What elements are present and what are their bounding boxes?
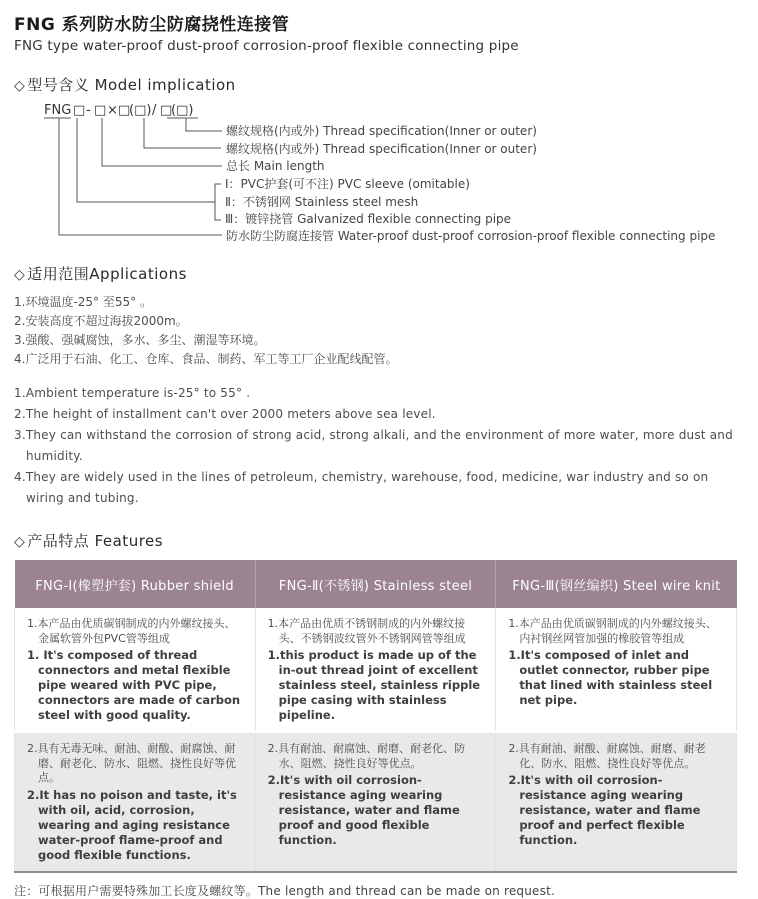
applications-heading-en: Applications	[89, 265, 187, 283]
section-heading-features	[14, 530, 737, 551]
cell-text-en: 1. It's composed of thread connectors and metal flexible pipe weared with PVC pipe, connectors are made of carbon steel with good quality.	[27, 648, 241, 722]
table-row	[15, 732, 737, 872]
diagram-label-galvanized: Ⅲ：镀锌挠管 Galvanized flexible connecting pipe	[225, 212, 512, 226]
cell-text-cn: 1.本产品由优质不锈钢制成的内外螺纹接头、不锈钢波纹管外不锈钢网管等组成	[267, 617, 466, 645]
list-item: 3.They can withstand the corrosion of strong acid, strong alkali, and the environment of more water, more dust and humidity.	[14, 428, 733, 463]
features-table-header-row	[15, 560, 737, 608]
diamond-icon: ◇	[14, 78, 26, 94]
table-cell	[496, 608, 737, 732]
sleeve-group-bracket	[215, 184, 221, 220]
cell-text-en: 2.It has no poison and taste, it's with oil, acid, corrosion, wearing and aging resistance water-proof flame-proof and good flexible functions.	[27, 787, 237, 862]
diagram-label-main-length: 总长 Main length	[226, 159, 325, 173]
connector-pipe-name	[59, 118, 222, 235]
cell-text-cn: 1.本产品由优质碳钢制成的内外螺纹接头、内衬钢丝网管加强的橡胶管等组成	[508, 617, 717, 645]
model-implication-diagram	[14, 99, 758, 246]
footer-note	[14, 882, 737, 899]
model-formula: FNG □- □×□(□)/ □(□)	[44, 103, 194, 118]
section-heading-applications	[14, 263, 737, 284]
cell-text-en: 2.It's with oil corrosion-resistance aging wearing resistance, water and flame proof and perfect flexible function.	[508, 773, 701, 847]
column-header-stainless-steel: FNG-Ⅱ(不锈钢) Stainless steel	[255, 560, 496, 608]
list-item: 4.广泛用于石油、化工、仓库、食品、制药、军工等工厂企业配线配管。	[14, 352, 398, 366]
connector-thread-spec-1	[186, 118, 222, 131]
column-header-rubber-shield: FNG-Ⅰ(橡塑护套) Rubber shield	[15, 560, 256, 608]
applications-list-cn	[14, 293, 737, 369]
table-cell	[15, 732, 256, 872]
diagram-label-pipe-name: 防水防尘防腐连接管 Water-proof dust-proof corrosion-proof flexible connecting pipe	[226, 229, 716, 243]
connector-main-length	[102, 118, 222, 166]
page-subtitle: FNG type water-proof dust-proof corrosion-proof flexible connecting pipe	[14, 38, 519, 54]
model-heading-cn: 型号含义	[27, 76, 90, 94]
table-cell	[255, 732, 496, 872]
cell-text-cn: 2.具有无毒无味、耐油、耐酸、耐腐蚀、耐磨、耐老化、防水、阻燃、挠性良好等优点。	[27, 742, 236, 784]
diagram-label-thread-spec-1: 螺纹规格(内或外) Thread specification(Inner or outer)	[226, 124, 537, 138]
footer-note-cn: 注：可根据用户需要特殊加工长度及螺纹等。	[14, 883, 259, 898]
page-title: FNG 系列防水防尘防腐挠性连接管	[14, 15, 290, 35]
list-item: 2.The height of installment can't over 2000 meters above sea level.	[14, 407, 436, 421]
section-heading-model	[14, 74, 737, 95]
list-item: 1.Ambient temperature is-25° to 55° .	[14, 386, 251, 400]
footer-note-en: The length and thread can be made on request.	[258, 883, 555, 898]
diagram-label-pvc-sleeve: Ⅰ：PVC护套(可不注) PVC sleeve (omitable)	[225, 177, 470, 191]
features-heading-cn: 产品特点	[27, 532, 90, 550]
connector-thread-spec-2	[144, 118, 221, 148]
applications-heading-cn: 适用范围	[27, 265, 90, 283]
list-item: 1.环境温度-25° 至55° 。	[14, 295, 152, 309]
column-header-steel-wire-knit: FNG-Ⅲ(钢丝编织) Steel wire knit	[496, 560, 737, 608]
features-table	[14, 560, 737, 873]
cell-text-en: 1.It's composed of inlet and outlet connector, rubber pipe that lined with stainless steel net pipe.	[508, 648, 713, 707]
diagram-label-steel-mesh: Ⅱ：不锈钢网 Stainless steel mesh	[225, 195, 419, 209]
cell-text-en: 1.this product is made up of the in-out thread joint of excellent stainless steel, stainless ripple pipe casing with stainless pipeline.	[267, 648, 481, 722]
cell-text-cn: 2.具有耐油、耐腐蚀、耐磨、耐老化、防水、阻燃、挠性良好等优点。	[267, 742, 466, 770]
model-heading-en: Model implication	[94, 76, 236, 94]
list-item: 2.安装高度不超过海拔2000m。	[14, 314, 188, 328]
cell-text-cn: 1.本产品由优质碳钢制成的内外螺纹接头、金属软管外包PVC管等组成	[27, 617, 236, 645]
table-cell	[15, 608, 256, 732]
cell-text-en: 2.It's with oil corrosion-resistance aging wearing resistance, water and flame proof and good flexible function.	[267, 773, 460, 847]
diamond-icon: ◇	[14, 534, 26, 550]
cell-text-cn: 2.具有耐油、耐酸、耐腐蚀、耐磨、耐老化、防水、阻燃、挠性良好等优点。	[508, 742, 706, 770]
applications-list-en	[14, 383, 737, 509]
diamond-icon: ◇	[14, 267, 26, 283]
diagram-label-thread-spec-2: 螺纹规格(内或外) Thread specification(Inner or outer)	[226, 142, 537, 156]
table-cell	[255, 608, 496, 732]
features-heading-en: Features	[94, 532, 164, 550]
table-cell	[496, 732, 737, 872]
table-row	[15, 608, 737, 732]
list-item: 3.强酸、强碱腐蚀，多水、多尘、潮湿等环境。	[14, 333, 266, 347]
list-item: 4.They are widely used in the lines of petroleum, chemistry, warehouse, food, medicine, war industry and so on wiring and tubing.	[14, 470, 709, 505]
